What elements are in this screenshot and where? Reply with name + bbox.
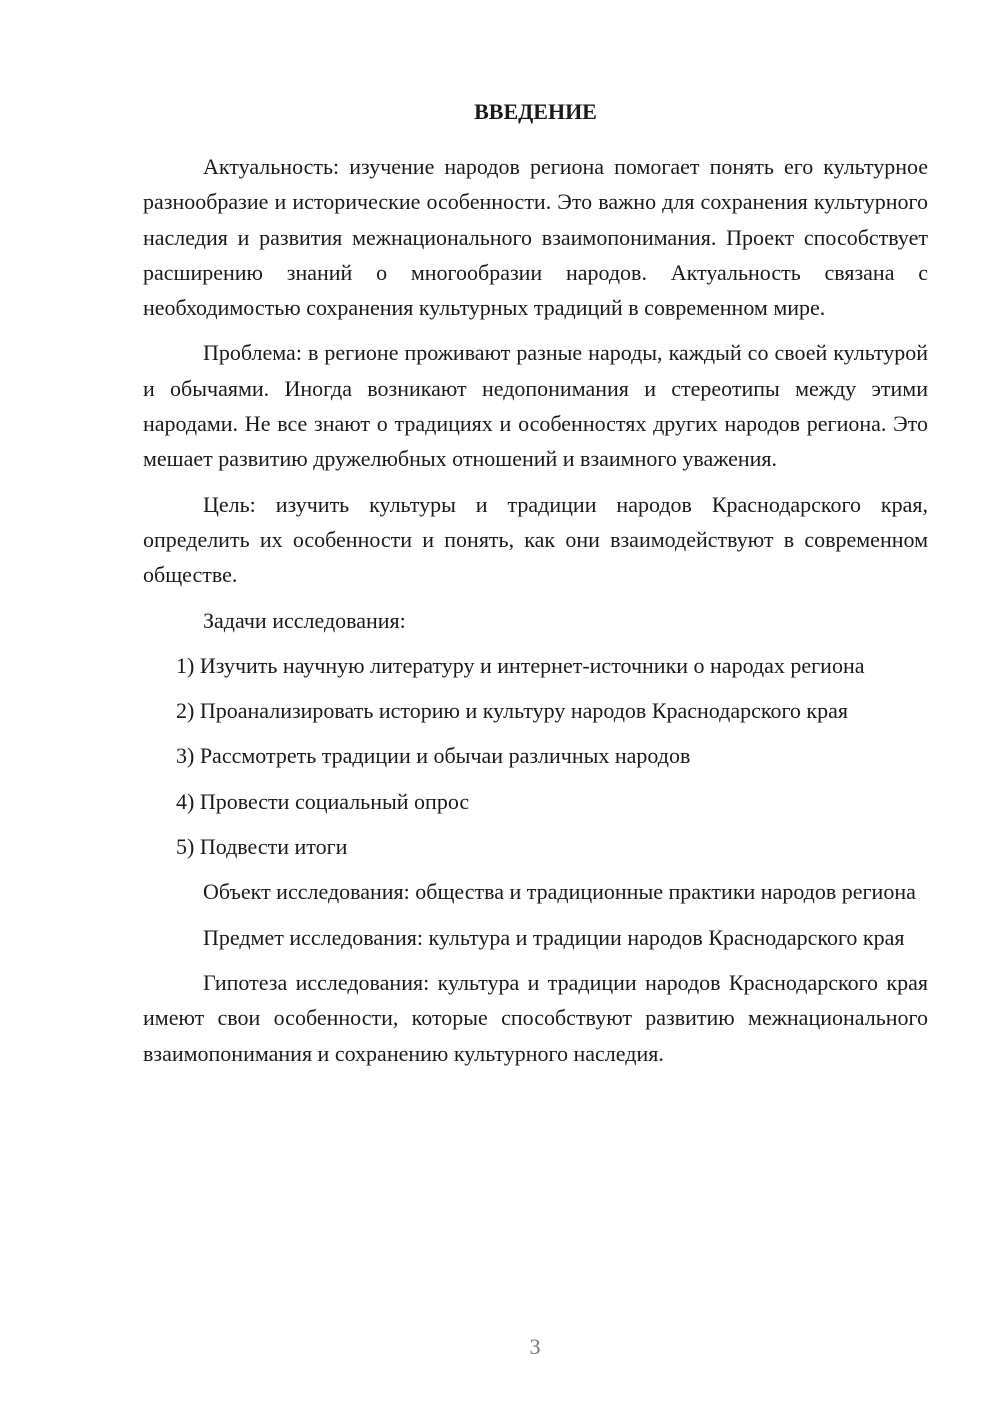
- paragraph-hypothesis: Гипотеза исследования: культура и традиции народов Краснодарского края имеют свои особенности, которые способствуют развитию межнационального взаимопонимания и сохранению культурного наследия.: [143, 969, 928, 1066]
- paragraph-subject: Предмет исследования: культура и традиции народов Краснодарского края: [203, 924, 905, 950]
- tasks-heading: Задачи исследования:: [203, 607, 406, 633]
- list-item: 4) Провести социальный опрос: [176, 788, 470, 814]
- paragraph-goal: Цель: изучить культуры и традиции народов Краснодарского края, определить их особенности и понять, как они взаимодействуют в современном обществе.: [143, 491, 928, 588]
- page-number: 3: [529, 1334, 541, 1359]
- paragraph-object: Объект исследования: общества и традиционные практики народов региона: [203, 879, 916, 905]
- list-item: 3) Рассмотреть традиции и обычаи различных народов: [176, 743, 691, 769]
- paragraph-relevance: Актуальность: изучение народов региона помогает понять его культурное разнообразие и исторические особенности. Это важно для сохранения культурного наследия и развития межнационального взаимопонимания. Проект способствует расширению знаний о многообразии народов. Актуальность связана с необходимостью сохранения культурных традиций в современном мире.: [143, 154, 928, 321]
- list-item: 2) Проанализировать историю и культуру народов Краснодарского края: [176, 698, 848, 724]
- paragraph-problem: Проблема: в регионе проживают разные народы, каждый со своей культурой и обычаями. Иногда возникают недопонимания и стереотипы между этими народами. Не все знают о традициях и особенностях других народов региона. Это мешает развитию дружелюбных отношений и взаимного уважения.: [143, 340, 928, 472]
- tasks-list: [143, 648, 928, 864]
- document-page: [143, 94, 928, 1081]
- list-item: 5) Подвести итоги: [176, 834, 348, 860]
- page-title: ВВЕДЕНИЕ: [474, 99, 597, 124]
- list-item: 1) Изучить научную литературу и интернет-источники о народах региона: [176, 652, 865, 678]
